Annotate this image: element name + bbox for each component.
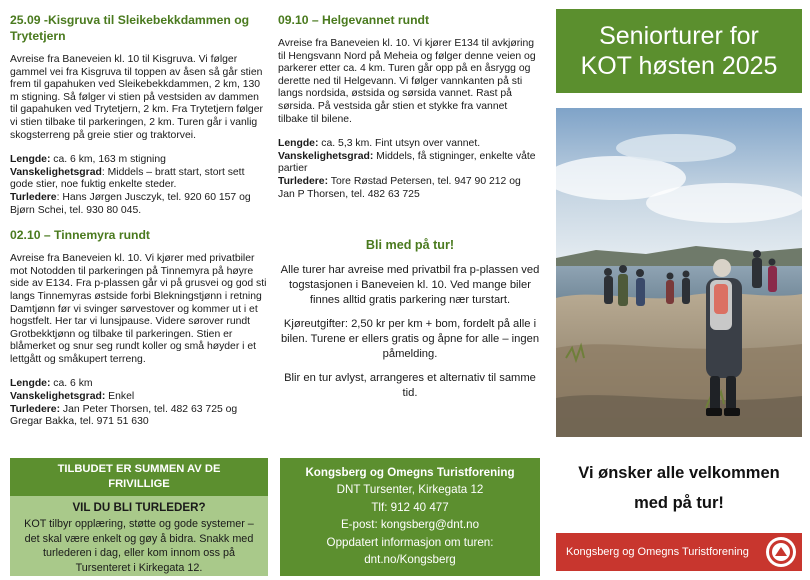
length-label: Lengde: [10, 378, 51, 390]
join-title: Bli med på tur! [365, 238, 455, 252]
welcome-line-2: med på tur! [634, 494, 724, 512]
leaders-label: Turledere [10, 191, 57, 203]
difficulty-value: Middels, få stigninger, enkelte våte partier [278, 150, 536, 175]
trip-2-details [10, 378, 268, 428]
contact-info-label: Oppdatert informasjon om turen: [326, 535, 494, 549]
length-label: Lengde: [278, 138, 319, 150]
contact-email[interactable]: E-post: kongsberg@dnt.no [340, 518, 480, 532]
leaders-value: : Hans Jørgen Jusczyk, tel. 920 60 157 og Bjørn Schei, tel. 930 80 045. [10, 191, 251, 216]
hiking-group-photo [556, 108, 802, 437]
hero-title-line-2: KOT høsten 2025 [580, 52, 778, 80]
trip-3-details [278, 138, 540, 201]
join-box [280, 236, 540, 436]
leaders-value: Tore Røstad Petersen, tel. 947 90 212 og Jan P Thorsen, tel. 482 63 725 [278, 175, 521, 200]
join-paragraph-1: Alle turer har avreise med privatbil fra p-plassen ved togstasjonen i Baneveien kl. 10. Ved mange biler finnes alltid gratis parkering nær turstart. [280, 264, 540, 306]
hero-title-box [556, 9, 802, 93]
difficulty-label: Vanskelighetsgrad [10, 166, 102, 178]
trip-1-title: 25.09 -Kisgruva til Sleikebekkdammen og Trytetjern [10, 13, 250, 43]
join-paragraph-2: Kjøreutgifter: 2,50 kr per km + bom, fordelt på alle i bilen. Turene er ellers gratis og åpne for alle – ingen påmelding. [280, 318, 540, 360]
contact-org: Kongsberg og Omegns Turistforening [305, 466, 515, 479]
volunteer-text: KOT tilbyr opplæring, støtte og gode systemer – det skal være enkelt og gøy å bidra. Snakk med turlederen i dag, eller kom innom oss på Tursenteret i Kirkegata 12. [24, 518, 254, 574]
trip-3-description: Avreise fra Baneveien kl. 10. Vi kjører E134 til avkjøring til Hengsvann Nord på Meheia og følger denne veien og parkerer etter ca. 4 km. Turen går opp på en åsrygg og derette ned til Helgevann. Vi følger vannkanten på sti langs nordsida, østsida og sørsida vannet. Rast på sørsida. På vestsida går stien et stykke fra vannet tilbake til bilene. [278, 38, 536, 125]
length-label: Lengde: [10, 154, 51, 166]
middle-column [278, 12, 540, 201]
dnt-logo-icon [766, 537, 796, 567]
footer-org-name: Kongsberg og Omegns Turistforening [566, 546, 749, 558]
difficulty-label: Vanskelighetsgrad: [278, 150, 374, 162]
contact-address: DNT Tursenter, Kirkegata 12 [336, 483, 484, 497]
leaders-value: Jan Peter Thorsen, tel. 482 63 725 og Gregar Bakka, tel. 971 51 630 [10, 403, 238, 428]
trip-2 [10, 227, 268, 429]
difficulty-value: Enkel [105, 391, 135, 403]
difficulty-label: Vanskelighetsgrad: [10, 391, 106, 403]
join-paragraph-3: Blir en tur avlyst, arrangeres et alternativ til samme tid. [284, 372, 536, 399]
trip-3-title: 09.10 – Helgevannet rundt [278, 13, 430, 27]
leaders-label: Turledere: [278, 175, 329, 187]
volunteer-body-panel [10, 496, 268, 576]
volunteer-heading: TILBUDET ER SUMMEN AV DE FRIVILLIGE [10, 458, 268, 496]
volunteer-box [10, 458, 268, 576]
welcome-line-1: Vi ønsker alle velkommen [578, 464, 780, 482]
contact-box [280, 458, 540, 576]
organization-footer [556, 533, 802, 571]
trip-2-description: Avreise fra Baneveien kl. 10. Vi kjører med privatbiler mot Notodden til parkeringen på Tinnemyra på høyre side av E134. Fra p-plassen går vi på grusvei og god sti langs Tinnemyras østside forbi Blekningstjønn i retning Damtjønn før vi svinger sørvestover og kommer ut i et hogstfelt. Her tar vi lunsjpause. Videre sørover rundt Grotbekktjønn og tilbake til parkeringen. Stien er blåmerket og snur seg rundt koller og små høyder i et lettgått og småkupert terreng. [10, 253, 267, 365]
leaders-label: Turledere: [10, 403, 61, 415]
length-value: ca. 6 km [50, 378, 93, 390]
contact-url[interactable]: dnt.no/Kongsberg [364, 553, 456, 567]
trip-1-details [10, 154, 268, 217]
trip-1 [10, 12, 268, 217]
trip-1-description: Avreise fra Baneveien kl. 10 til Kisgruva. Vi følger gammel vei fra Kisgruva til toppen av åsen så går stien frem til gapahuken ved Sleikebekkdammen, 2 km, 130 m stigning. Så følger vi stien på vestsiden av dammen til gapahuken ved Trytetjern, 2 km. Fra Trytetjern følger vi stien tilbake til parkeringen, 2 km. Turen går i vanlig skogsterreng på greie stier og traktorvei. [10, 54, 263, 141]
length-value: ca. 6 km, 163 m stigning [50, 154, 166, 166]
welcome-message [556, 458, 802, 518]
volunteer-subheading: VIL DU BLI TURLEDER? [72, 501, 206, 514]
difficulty-value: : Middels – bratt start, stort sett gode stier, noe fuktig enkelte steder. [10, 166, 245, 191]
left-column [10, 12, 268, 429]
contact-phone: Tlf: 912 40 477 [371, 500, 449, 514]
photo-illustration [556, 108, 802, 437]
trip-3 [278, 12, 540, 201]
hero-title-line-1: Seniorturer for [599, 22, 759, 50]
length-value: ca. 5,3 km. Fint utsyn over vannet. [318, 138, 481, 150]
trip-2-title: 02.10 – Tinnemyra rundt [10, 228, 150, 243]
